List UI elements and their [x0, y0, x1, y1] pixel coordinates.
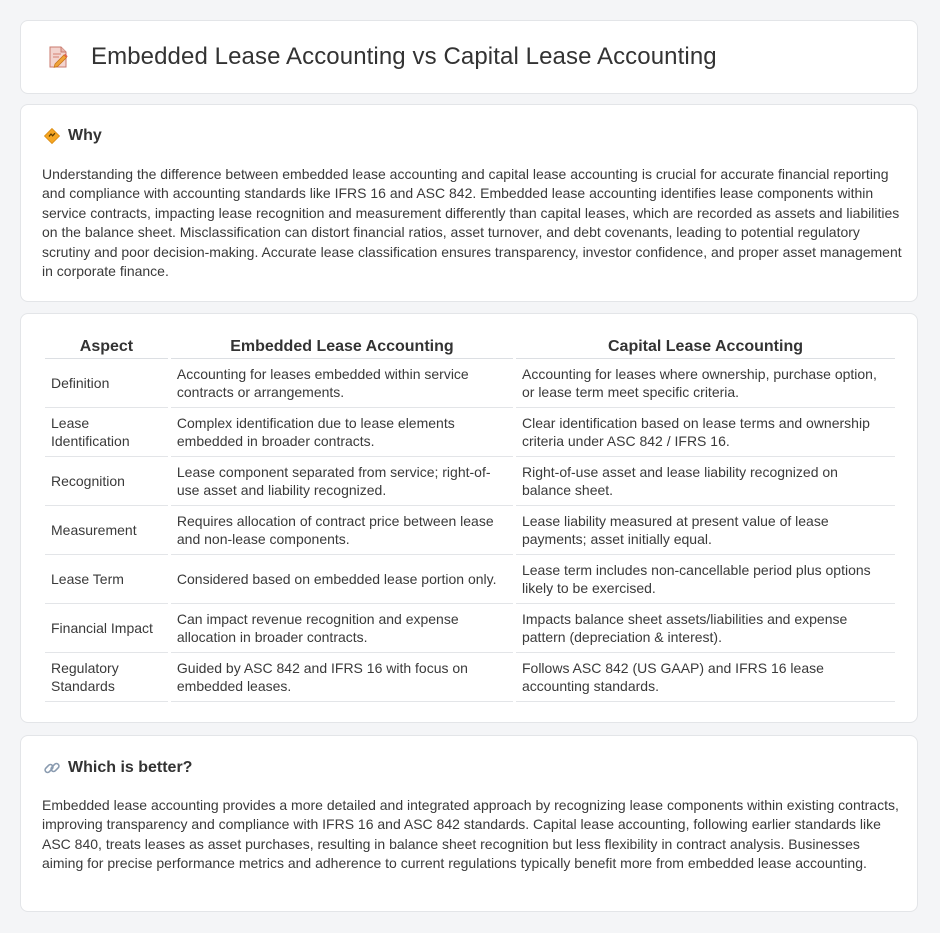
cell-capital: Impacts balance sheet assets/liabilities and expense pattern (depreciation & interest). [516, 604, 895, 653]
cell-aspect: Recognition [45, 457, 168, 506]
page-title: Embedded Lease Accounting vs Capital Lease Accounting [91, 43, 717, 70]
better-heading: Which is better? [68, 759, 193, 776]
table-row [45, 604, 895, 653]
cell-capital: Lease term includes non-cancellable period plus options likely to be exercised. [516, 555, 895, 604]
cell-embedded: Complex identification due to lease elements embedded in broader contracts. [171, 408, 513, 457]
cell-capital: Clear identification based on lease terms and ownership criteria under ASC 842 / IFRS 16. [516, 408, 895, 457]
document-edit-icon [45, 44, 71, 70]
better-heading-row [43, 759, 192, 777]
cell-embedded: Guided by ASC 842 and IFRS 16 with focus on embedded leases. [171, 653, 513, 702]
link-icon [43, 759, 61, 777]
table-row [45, 653, 895, 702]
why-card [20, 104, 918, 302]
cell-embedded: Considered based on embedded lease portion only. [171, 555, 513, 604]
cell-capital: Right-of-use asset and lease liability recognized on balance sheet. [516, 457, 895, 506]
cell-embedded: Accounting for leases embedded within service contracts or arrangements. [171, 359, 513, 408]
cell-embedded: Requires allocation of contract price between lease and non-lease components. [171, 506, 513, 555]
cell-aspect: Regulatory Standards [45, 653, 168, 702]
better-paragraph: Embedded lease accounting provides a more detailed and integrated approach by recognizing lease components within existing contracts, improving transparency and compliance with IFRS 16 and ASC 842 standards. Capital lease accounting, following earlier standards like ASC 840, treats leases as asset purchases, resulting in balance sheet recognition but less flexibility in contract analysis. Businesses aiming for precise performance metrics and adherence to current regulations typically benefit more from embedded lease accounting. [42, 797, 899, 872]
title-card [20, 20, 918, 94]
cell-capital: Accounting for leases where ownership, purchase option, or lease term meet specific criteria. [516, 359, 895, 408]
table-row [45, 506, 895, 555]
cell-aspect: Definition [45, 359, 168, 408]
why-heading-row [43, 127, 102, 145]
table-row [45, 359, 895, 408]
table-row [45, 555, 895, 604]
cell-aspect: Financial Impact [45, 604, 168, 653]
cell-aspect: Measurement [45, 506, 168, 555]
comparison-table [42, 334, 898, 702]
diamond-sign-icon [43, 127, 61, 145]
better-card [20, 735, 918, 912]
table-row [45, 408, 895, 457]
why-paragraph: Understanding the difference between embedded lease accounting and capital lease accounting is crucial for accurate financial reporting and compliance with accounting standards like IFRS 16 and ASC 842. Embedded lease accounting identifies lease components within service contracts, impacting lease recognition and measurement differently than capital leases, which are recorded as assets and liabilities on the balance sheet. Misclassification can distort financial ratios, asset turnover, and debt covenants, leading to potential regulatory scrutiny and poor decision-making. Accurate lease classification ensures transparency, investor confidence, and proper asset management in corporate finance. [42, 166, 902, 280]
cell-aspect: Lease Identification [45, 408, 168, 457]
title-row [45, 43, 717, 71]
cell-embedded: Lease component separated from service; right-of-use asset and liability recognized. [171, 457, 513, 506]
header-capital: Capital Lease Accounting [516, 334, 895, 359]
cell-embedded: Can impact revenue recognition and expense allocation in broader contracts. [171, 604, 513, 653]
table-row [45, 457, 895, 506]
cell-capital: Follows ASC 842 (US GAAP) and IFRS 16 lease accounting standards. [516, 653, 895, 702]
cell-aspect: Lease Term [45, 555, 168, 604]
cell-capital: Lease liability measured at present value of lease payments; asset initially equal. [516, 506, 895, 555]
table-header-row [45, 334, 895, 359]
header-embedded: Embedded Lease Accounting [171, 334, 513, 359]
why-heading: Why [68, 127, 102, 144]
header-aspect: Aspect [45, 334, 168, 359]
comparison-card [20, 313, 918, 723]
